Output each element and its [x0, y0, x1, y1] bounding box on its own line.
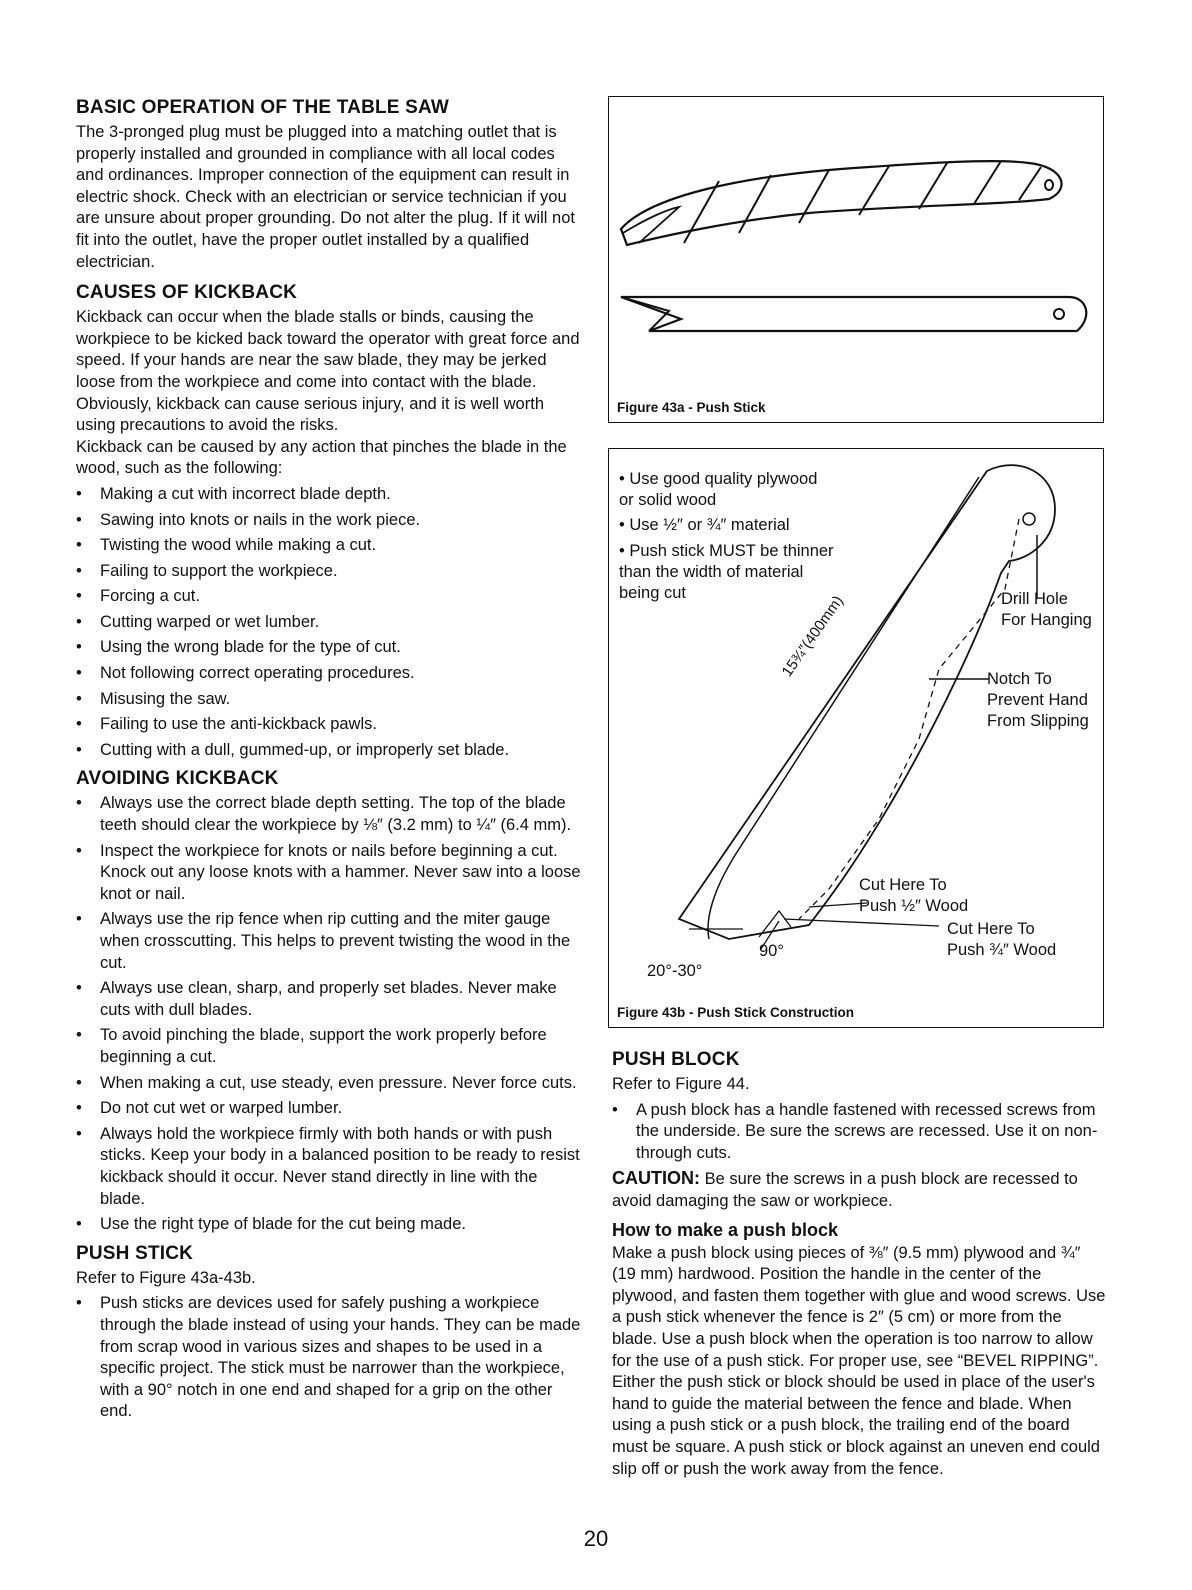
basic-operation-body: The 3-pronged plug must be plugged into a matching outlet that is properly installed and grounded in compliance with all local codes and ordinances. Improper connection of the equipment can result in electric shock. Check with an electrician or service technician if you are unsure about proper grounding. Do not alter the plug. If it will not fit into the outlet, have the proper outlet installed by a qualified electrician. [76, 123, 575, 271]
list-item: • Misusing the saw. [76, 689, 581, 711]
list-item: • Use the right type of blade for the cut being made. [76, 1214, 581, 1236]
list-item: • Cutting warped or wet lumber. [76, 612, 581, 634]
list-item: • Forcing a cut. [76, 586, 581, 608]
push-stick-illustration [609, 97, 1103, 397]
figure-43a [608, 96, 1104, 423]
list-item: • Always use the correct blade depth setting. The top of the blade teeth should clear the workpiece by ⅛″ (3.2 mm) to ¼″ (6.4 mm). [76, 793, 581, 836]
angle-90-label: 90° [759, 942, 784, 960]
push-stick-heading: PUSH STICK [76, 1242, 194, 1264]
list-item: • Always use the rip fence when rip cutting and the miter gauge when crosscutting. This helps to prevent twisting the wood in the cut. [76, 909, 581, 974]
list-item: • Always use clean, sharp, and properly set blades. Never make cuts with dull blades. [76, 978, 581, 1021]
list-item: • Sawing into knots or nails in the work piece. [76, 510, 581, 532]
fig43b-note-1: • Use good quality plywood or solid wood [619, 470, 818, 509]
push-block-section [612, 1048, 1106, 1480]
caution-label: CAUTION: [612, 1168, 700, 1189]
list-item: • Always hold the workpiece firmly with both hands or with push sticks. Keep your body in a balanced position to be ready to resist kickback should it occur. Never stand directly in line with the blade. [76, 1124, 581, 1210]
push-stick-list [76, 1293, 581, 1423]
list-item: • Not following correct operating procedures. [76, 663, 581, 685]
list-item: • Cutting with a dull, gummed-up, or improperly set blade. [76, 740, 581, 762]
list-item: • Inspect the workpiece for knots or nails before beginning a cut. Knock out any loose knots with a hammer. Never saw into a loose knot or nail. [76, 841, 581, 906]
list-item: • Twisting the wood while making a cut. [76, 535, 581, 557]
cut-three-quarter-label: Cut Here To Push ¾″ Wood [947, 920, 1057, 959]
list-item: • When making a cut, use steady, even pressure. Never force cuts. [76, 1073, 581, 1095]
cut-half-label: Cut Here To Push ½″ Wood [859, 876, 969, 915]
fig43b-note-2: • Use ½″ or ¾″ material [619, 516, 790, 534]
kickback-body-1: Kickback can occur when the blade stalls or binds, causing the workpiece to be kicked back toward the operator with great force and speed. If your hands are near the saw blade, they may be jerked loose from the workpiece and come into contact with the blade. Obviously, kickback can cause serious injury, and it is well worth using precautions to avoid the risks. [76, 308, 580, 435]
drill-hole-label: Drill Hole For Hanging [1001, 590, 1092, 629]
avoiding-kickback-section [76, 767, 581, 1235]
list-item: • Failing to use the anti-kickback pawls. [76, 714, 581, 736]
left-column [76, 96, 581, 1429]
list-item: • Push sticks are devices used for safely pushing a workpiece through the blade instead of using your hands. They can be made from scrap wood in various sizes and shapes to be used in a specific project. The stick must be narrower than the workpiece, with a 90° notch in one end and shaped for a grip on the other end. [76, 1293, 581, 1423]
list-item: • Making a cut with incorrect blade depth. [76, 484, 581, 506]
figure-43b-caption: Figure 43b - Push Stick Construction [617, 1005, 855, 1020]
push-block-heading: PUSH BLOCK [612, 1049, 740, 1070]
push-block-list [612, 1100, 1106, 1165]
kickback-body-2: Kickback can be caused by any action that pinches the blade in the wood, such as the following: [76, 437, 567, 478]
basic-operation-section [76, 96, 581, 273]
list-item: • Using the wrong blade for the type of cut. [76, 637, 581, 659]
angle-range-label: 20°-30° [647, 962, 703, 980]
page-number: 20 [583, 1526, 609, 1551]
push-stick-section [76, 1242, 581, 1423]
caution-paragraph [612, 1168, 1106, 1212]
fig43b-note-3: • Push stick MUST be thinner than the width of material being cut [619, 542, 834, 602]
list-item: • To avoid pinching the blade, support the work properly before beginning a cut. [76, 1025, 581, 1068]
push-block-ref: Refer to Figure 44. [612, 1075, 750, 1093]
list-item: • Do not cut wet or warped lumber. [76, 1098, 581, 1120]
push-block-subheading: How to make a push block [612, 1219, 839, 1240]
push-stick-ref: Refer to Figure 43a-43b. [76, 1268, 256, 1287]
notch-label: Notch To Prevent Hand From Slipping [987, 670, 1089, 730]
avoiding-kickback-heading: AVOIDING KICKBACK [76, 768, 279, 790]
kickback-causes-list [76, 484, 581, 762]
avoiding-kickback-list [76, 793, 581, 1235]
figure-43a-caption: Figure 43a - Push Stick [617, 400, 766, 415]
push-block-body: Make a push block using pieces of ⅜″ (9.5 mm) plywood and ¾″ (19 mm) hardwood. Position the handle in the center of the plywood, and fasten them together with glue and wood screws. Use a push stick whenever the fence is 2″ (5 cm) or more from the blade. Use a push block when the operation is too narrow to allow for the use of a push stick. For proper use, see “BEVEL RIPPING”. Either the push stick or block should be used in place of the user's hand to guide the material between the fence and blade. When using a push stick or a push block, the trailing end of the board must be square. A push stick or block against an uneven end could slip off or push the work away from the fence. [612, 1243, 1106, 1478]
length-label: 15¾″(400mm) [778, 592, 847, 680]
kickback-heading: CAUSES OF KICKBACK [76, 282, 298, 304]
basic-operation-heading: BASIC OPERATION OF THE TABLE SAW [76, 97, 450, 118]
figure-43b [608, 448, 1104, 1028]
caution-text: Be sure the screws in a push block are recessed to avoid damaging the saw or workpiece. [612, 1170, 1078, 1210]
list-item: • Failing to support the workpiece. [76, 561, 581, 583]
kickback-section [76, 281, 581, 761]
list-item: • A push block has a handle fastened with recessed screws from the underside. Be sure the screws are recessed. Use it on non-through cuts. [612, 1100, 1106, 1165]
